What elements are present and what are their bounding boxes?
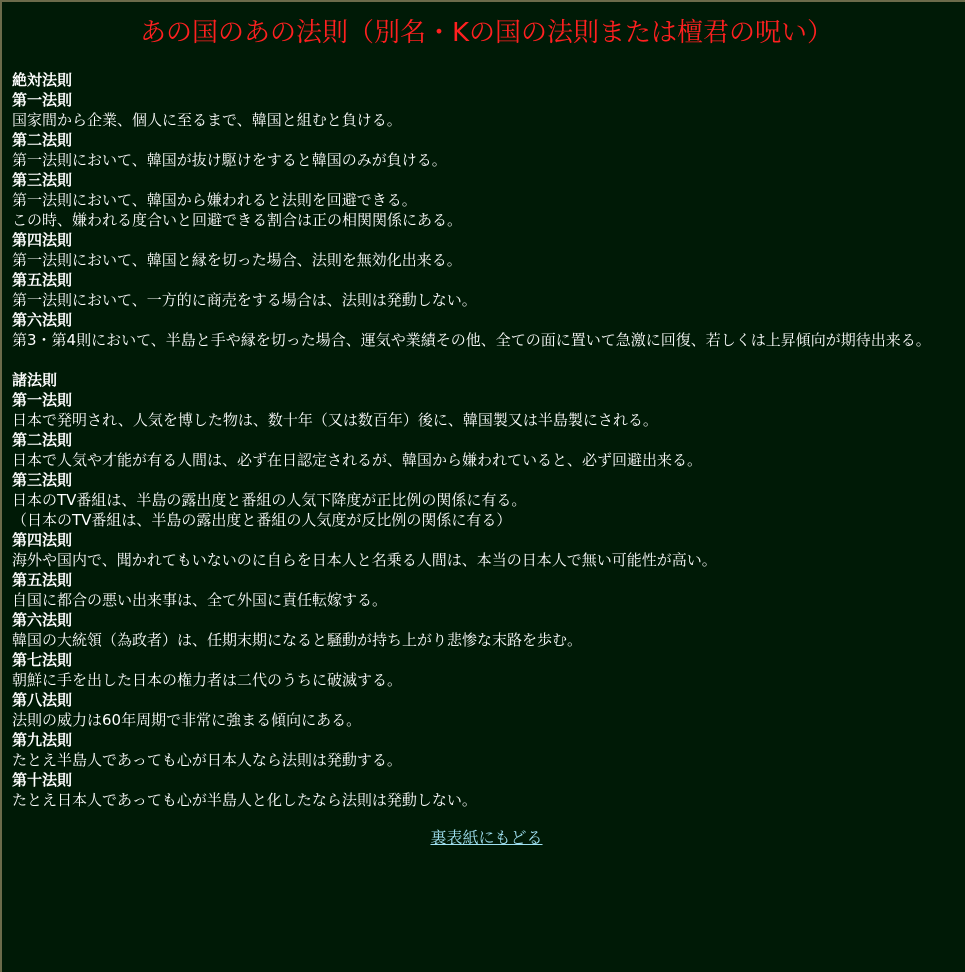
law-text: 日本で人気や才能が有る人間は、必ず在日認定されるが、韓国から嫌われていると、必ず回避出来る。	[12, 451, 703, 469]
law-text: この時、嫌われる度合いと回避できる割合は正の相関関係にある。	[12, 211, 463, 229]
law-name: 第五法則	[12, 271, 73, 289]
law-text: 韓国の大統領（為政者）は、任期末期になると騒動が持ち上がり悲惨な末路を歩む。	[12, 631, 583, 649]
law-text: 海外や国内で、聞かれてもいないのに自らを日本人と名乗る人間は、本当の日本人で無い可能性が高い。	[12, 551, 717, 569]
law-name: 第七法則	[12, 651, 73, 669]
law-text: たとえ半島人であっても心が日本人なら法則は発動する。	[12, 751, 402, 769]
absolute-laws-section	[12, 70, 961, 350]
law-text: 日本で発明され、人気を博した物は、数十年（又は数百年）後に、韓国製又は半島製にされる。	[12, 411, 658, 429]
law-name: 第四法則	[12, 231, 73, 249]
law-text: 朝鮮に手を出した日本の権力者は二代のうちに破滅する。	[12, 671, 403, 689]
law-name: 第二法則	[12, 131, 73, 149]
law-name: 第六法則	[12, 311, 73, 329]
law-name: 第五法則	[12, 571, 73, 589]
back-to-cover-link[interactable]: 裏表紙にもどる	[430, 828, 543, 847]
law-name: 第二法則	[12, 431, 73, 449]
law-text: 法則の威力は60年周期で非常に強まる傾向にある。	[12, 711, 362, 729]
section-heading: 諸法則	[12, 371, 58, 389]
page	[2, 2, 965, 848]
law-name: 第九法則	[12, 731, 73, 749]
law-name: 第三法則	[12, 171, 73, 189]
law-text: 日本のTV番組は、半島の露出度と番組の人気下降度が正比例の関係に有る。	[12, 491, 527, 509]
law-name: 第六法則	[12, 611, 73, 629]
law-text: 国家間から企業、個人に至るまで、韓国と組むと負ける。	[12, 111, 402, 129]
law-text: 第一法則において、韓国から嫌われると法則を回避できる。	[12, 191, 417, 209]
law-text: 第3・第4則において、半島と手や縁を切った場合、運気や業績その他、全ての面に置いて急激に回復、若しくは上昇傾向が期待出来る。	[12, 331, 931, 349]
page-title: あの国のあの法則（別名・Kの国の法則または檀君の呪い）	[139, 18, 834, 48]
law-list	[12, 390, 961, 810]
law-text: 第一法則において、韓国と縁を切った場合、法則を無効化出来る。	[12, 251, 462, 269]
law-name: 第三法則	[12, 471, 73, 489]
section-heading: 絶対法則	[12, 71, 73, 89]
law-text: （日本のTV番組は、半島の露出度と番組の人気度が反比例の関係に有る）	[12, 511, 512, 529]
law-text: 第一法則において、一方的に商売をする場合は、法則は発動しない。	[12, 291, 477, 309]
law-text: たとえ日本人であっても心が半島人と化したなら法則は発動しない。	[12, 791, 477, 809]
law-text: 第一法則において、韓国が抜け駆けをすると韓国のみが負ける。	[12, 151, 447, 169]
law-list	[12, 90, 961, 350]
law-name: 第四法則	[12, 531, 73, 549]
back-link-container	[12, 828, 961, 848]
law-name: 第八法則	[12, 691, 73, 709]
law-name: 第一法則	[12, 391, 73, 409]
law-name: 第一法則	[12, 91, 73, 109]
law-text: 自国に都合の悪い出来事は、全て外国に責任転嫁する。	[12, 591, 388, 609]
various-laws-section	[12, 370, 961, 810]
law-name: 第十法則	[12, 771, 73, 789]
